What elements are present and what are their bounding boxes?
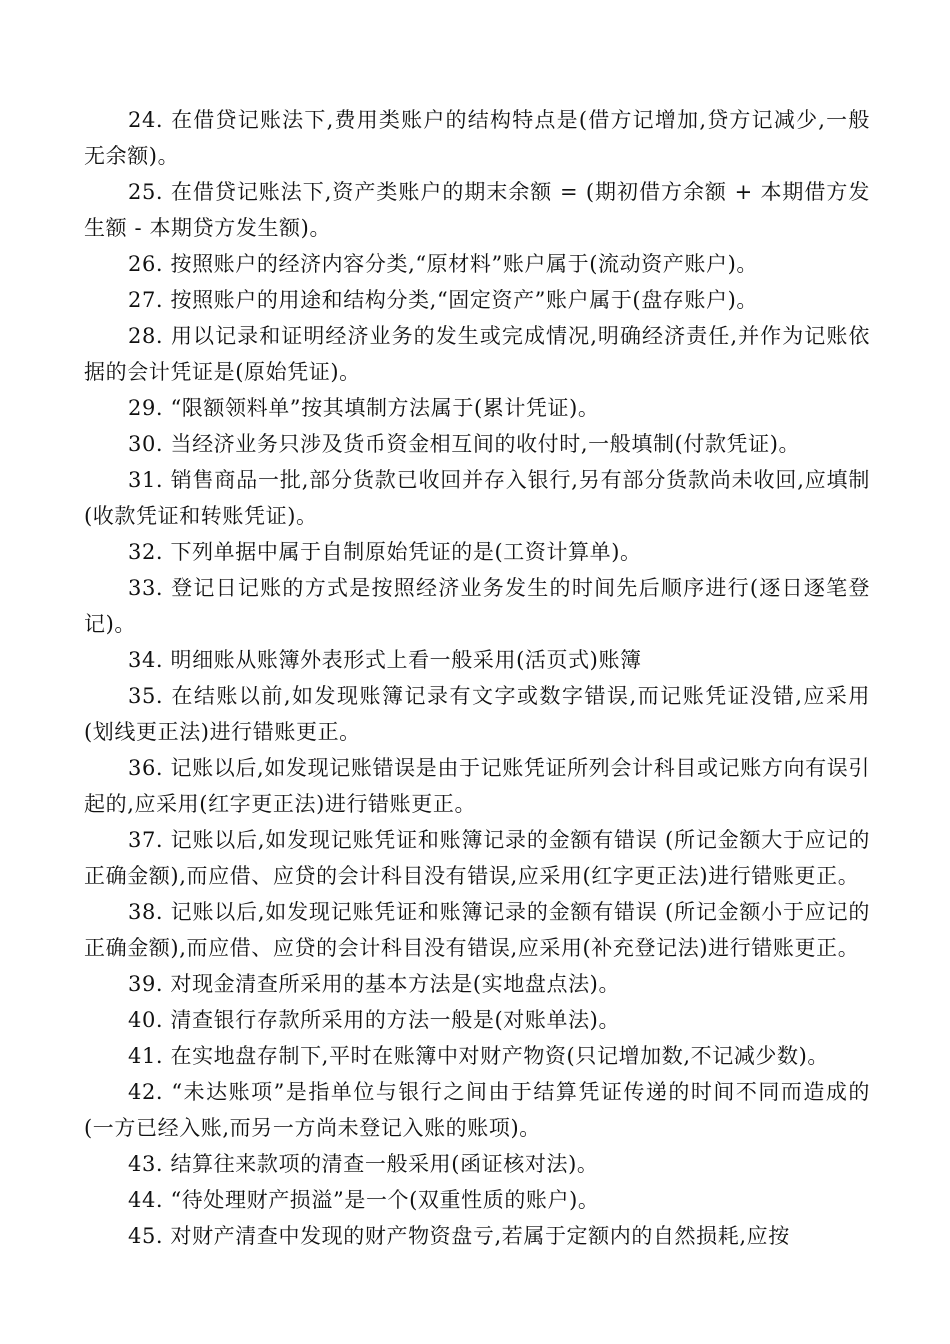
- paragraph-28: 28. 用以记录和证明经济业务的发生或完成情况,明确经济责任,并作为记账依据的会计凭证是(原始凭证)。: [84, 324, 870, 384]
- paragraph-32: 32. 下列单据中属于自制原始凭证的是(工资计算单)。: [128, 540, 642, 564]
- question-list: [84, 102, 870, 1254]
- paragraph-37: 37. 记账以后,如发现记账凭证和账簿记录的金额有错误 (所记金额大于应记的正确金额),而应借、应贷的会计科目没有错误,应采用(红字更正法)进行错账更正。: [84, 828, 870, 888]
- paragraph-40: 40. 清查银行存款所采用的方法一般是(对账单法)。: [128, 1008, 621, 1032]
- paragraph-25: 25. 在借贷记账法下,资产类账户的期末余额 = (期初借方余额 + 本期借方发生额 - 本期贷方发生额)。: [84, 180, 870, 240]
- paragraph-41: 41. 在实地盘存制下,平时在账簿中对财产物资(只记增加数,不记减少数)。: [128, 1044, 830, 1068]
- paragraph-38: 38. 记账以后,如发现记账凭证和账簿记录的金额有错误 (所记金额小于应记的正确金额),而应借、应贷的会计科目没有错误,应采用(补充登记法)进行错账更正。: [84, 900, 870, 960]
- paragraph-35: 35. 在结账以前,如发现账簿记录有文字或数字错误,而记账凭证没错,应采用(划线更正法)进行错账更正。: [84, 684, 870, 744]
- paragraph-42: 42. “未达账项”是指单位与银行之间由于结算凭证传递的时间不同而造成的(一方已经入账,而另一方尚未登记入账的账项)。: [84, 1080, 870, 1140]
- paragraph-33: 33. 登记日记账的方式是按照经济业务发生的时间先后顺序进行(逐日逐笔登记)。: [84, 576, 870, 636]
- paragraph-39: 39. 对现金清查所采用的基本方法是(实地盘点法)。: [128, 972, 621, 996]
- paragraph-26: 26. 按照账户的经济内容分类,“原材料”账户属于(流动资产账户)。: [128, 252, 759, 276]
- paragraph-45: 45. 对财产清查中发现的财产物资盘亏,若属于定额内的自然损耗,应按: [128, 1224, 790, 1248]
- paragraph-36: 36. 记账以后,如发现记账错误是由于记账凭证所列会计科目或记账方向有误引起的,应采用(红字更正法)进行错账更正。: [84, 756, 870, 816]
- paragraph-30: 30. 当经济业务只涉及货币资金相互间的收付时,一般填制(付款凭证)。: [128, 432, 801, 456]
- paragraph-34: 34. 明细账从账簿外表形式上看一般采用(活页式)账簿: [128, 648, 642, 672]
- paragraph-43: 43. 结算往来款项的清查一般采用(函证核对法)。: [128, 1152, 599, 1176]
- paragraph-24: 24. 在借贷记账法下,费用类账户的结构特点是(借方记增加,贷方记减少,一般无余额)。: [84, 108, 870, 168]
- paragraph-31: 31. 销售商品一批,部分货款已收回并存入银行,另有部分货款尚未收回,应填制(收款凭证和转账凭证)。: [84, 468, 870, 528]
- paragraph-27: 27. 按照账户的用途和结构分类,“固定资产”账户属于(盘存账户)。: [128, 288, 759, 312]
- paragraph-29: 29. “限额领料单”按其填制方法属于(累计凭证)。: [128, 396, 600, 420]
- paragraph-44: 44. “待处理财产损溢”是一个(双重性质的账户)。: [128, 1188, 600, 1212]
